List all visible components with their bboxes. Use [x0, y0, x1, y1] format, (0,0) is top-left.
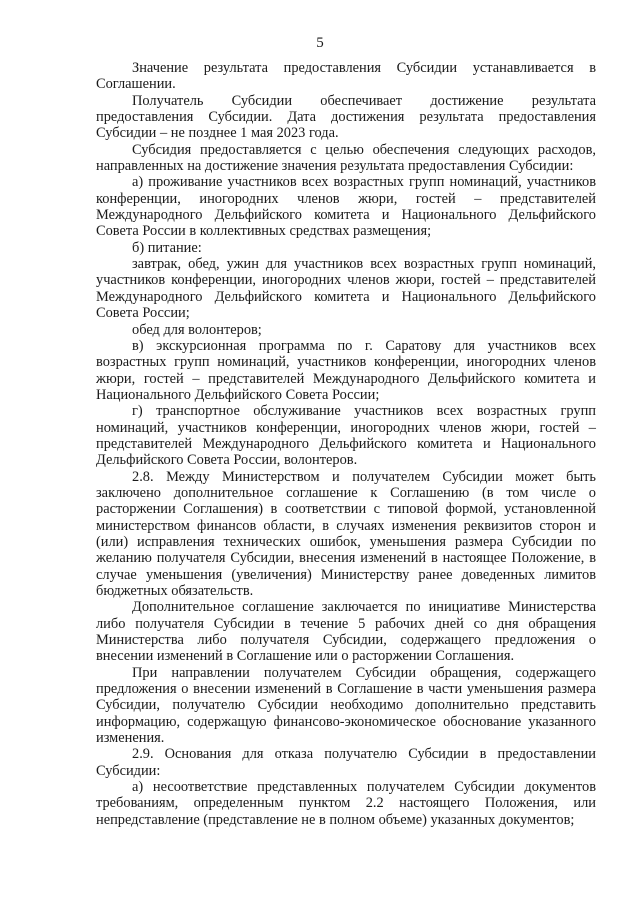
- paragraph-subsidy-purpose: Субсидия предоставляется с целью обеспечения следующих расходов, направленных на достижение значения результата предоставления Субсидии:: [96, 141, 596, 175]
- document-body: [96, 60, 596, 828]
- paragraph-meals: завтрак, обед, ужин для участников всех возрастных групп номинаций, участников конференции, иногородних членов жюри, гостей – представителей Международного Дельфийского комитета и Национального Дельфийского Совета России;: [96, 256, 596, 322]
- paragraph-item-g-transport: г) транспортное обслуживание участников всех возрастных групп номинаций, участников конференции, иногородних членов жюри, гостей – представителей Международного Дельфийского комитета и Национального Дельфийского Совета России, волонтеров.: [96, 403, 596, 469]
- paragraph-refusal-item-a: а) несоответствие представленных получателем Субсидии документов требованиям, определенным пунктом 2.2 настоящего Положения, или непредставление (представление не в полном объеме) указанных документов;: [96, 779, 596, 828]
- paragraph-volunteer-lunch: обед для волонтеров;: [132, 321, 262, 338]
- paragraph-result-value: Значение результата предоставления Субсидии устанавливается в Соглашении.: [96, 60, 596, 93]
- page-number: 5: [316, 35, 324, 51]
- paragraph-item-a-accommodation: а) проживание участников всех возрастных групп номинаций, участников конференции, иногородних членов жюри, гостей – представителей Международного Дельфийского комитета и Национального Дельфийского Совета России в коллективных средствах размещения;: [96, 174, 596, 240]
- paragraph-item-b-food: б) питание:: [132, 239, 202, 256]
- paragraph-agreement-initiative: Дополнительное соглашение заключается по инициативе Министерства либо получателя Субсидии в течение 5 рабочих дней со дня обращения Министерства либо получателя Субсидии, содержащего предложения о внесении изменений в Соглашение или о расторжении Соглашения.: [96, 599, 596, 665]
- paragraph-2-9-refusal-grounds: 2.9. Основания для отказа получателю Субсидии в предоставлении Субсидии:: [96, 746, 596, 779]
- paragraph-result-date: Получатель Субсидии обеспечивает достижение результата предоставления Субсидии. Дата достижения результата предоставления Субсидии – не позднее 1 мая 2023 года.: [96, 92, 596, 142]
- paragraph-item-v-excursion: в) экскурсионная программа по г. Саратову для участников всех возрастных групп номинаций, участников конференции, иногородних членов жюри, гостей – представителей Международного Дельфийского комитета и Национального Дельфийского Совета России;: [96, 337, 596, 403]
- paragraph-2-8-additional-agreement: 2.8. Между Министерством и получателем Субсидии может быть заключено дополнительное соглашение к Соглашению (в том числе о расторжении Соглашения) в соответствии с типовой формой, установленной министерством финансов области, в случаях изменения реквизитов сторон и (или) исправления технических ошибок, уменьшения размера Субсидии по желанию получателя Субсидии, внесения изменений в настоящее Положение, в случае уменьшения (увеличения) Министерству ранее доведенных лимитов бюджетных обязательств.: [96, 468, 596, 599]
- paragraph-reduction-request: При направлении получателем Субсидии обращения, содержащего предложения о внесении изменений в Соглашение в части уменьшения размера Субсидии, получателю Субсидии необходимо дополнительно представить информацию, содержащую финансово-экономическое обоснование указанного изменения.: [96, 664, 596, 747]
